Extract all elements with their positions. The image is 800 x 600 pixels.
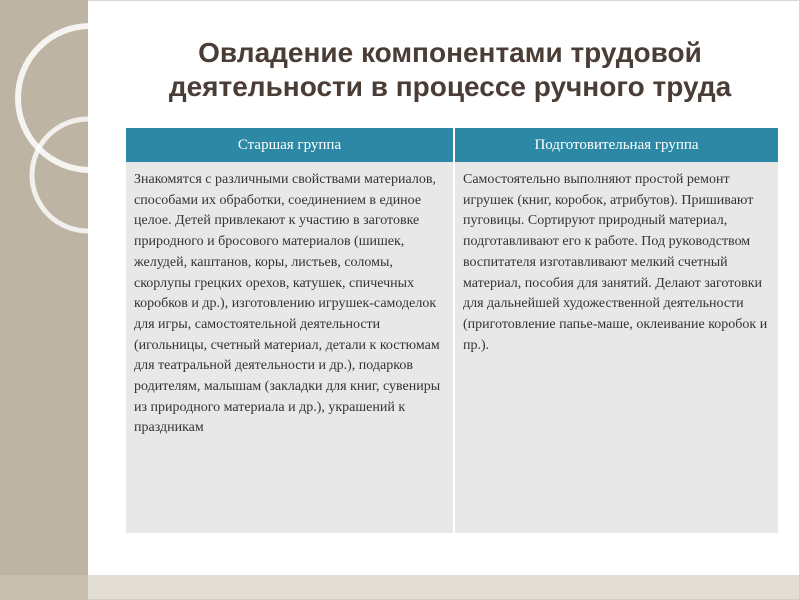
header-preparatory-group: Подготовительная группа bbox=[454, 128, 778, 162]
table-header-row bbox=[126, 128, 778, 162]
header-senior-group: Старшая группа bbox=[126, 128, 454, 162]
slide-title bbox=[120, 36, 780, 104]
title-line-2: деятельности в процессе ручного труда bbox=[168, 71, 732, 102]
table-row bbox=[126, 162, 778, 533]
cell-senior-group-text: Знакомятся с различными свойствами материалов, способами их обработки, соединением в единое целое. Детей привлекают к участию в заготовке природного и бросового материалов (шишек, желудей, каштанов, коры, листьев, соломы, скорлупы грецких орехов, катушек, спичечных коробков и др.), изготовлению игрушек-самоделок для игры, самостоятельной деятельности (игольницы, счетный материал, детали к костюмам для театральной деятельности и др.), подарков родителям, малышам (закладки для книг, сувениры из природного материала и др.), украшений к праздникам bbox=[126, 162, 454, 533]
title-line-1: Овладение компонентами трудовой bbox=[198, 37, 702, 68]
bottom-decorative-band bbox=[0, 575, 800, 600]
comparison-table bbox=[126, 128, 778, 533]
left-decorative-band bbox=[0, 0, 88, 600]
cell-preparatory-group-text: Самостоятельно выполняют простой ремонт игрушек (книг, коробок, атрибутов). Пришивают пуговицы. Сортируют природный материал, подготавливают его к работе. Под руководством воспитателя изготавливают мелкий счетный материал, пособия для занятий. Делают заготовки для дальнейшей художественной деятельности (приготовление папье-маше, оклеивание коробок и пр.). bbox=[454, 162, 778, 533]
